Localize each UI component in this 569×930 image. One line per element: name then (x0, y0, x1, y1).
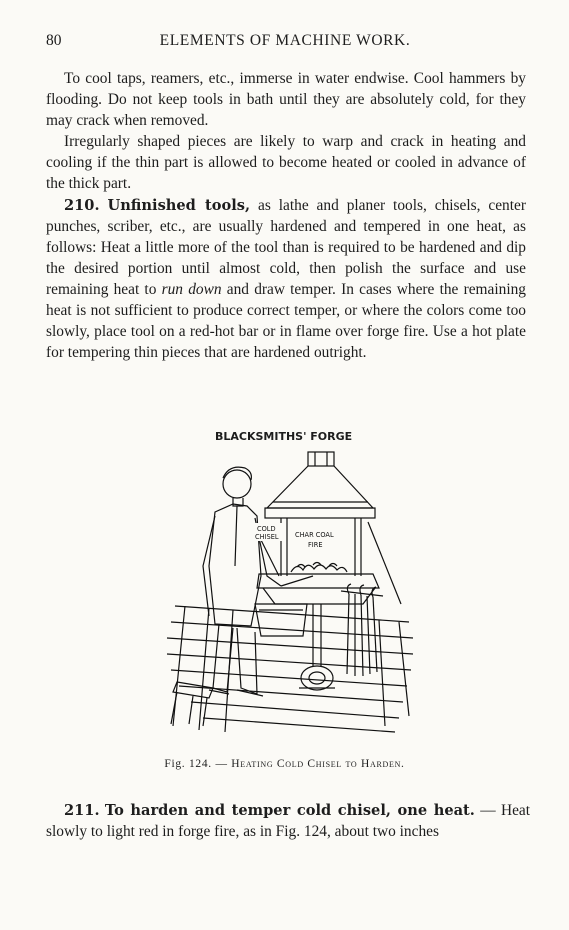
running-title: ELEMENTS OF MACHINE WORK. (159, 32, 411, 49)
body-text-top (46, 68, 526, 363)
paragraph-warping: Irregularly shaped pieces are likely to warp and crack in heating and cooling if the thin part is allowed to become heated or cooled in advance of the thick part. (46, 133, 526, 193)
figure-labels (255, 523, 347, 549)
caption-text: Heating Cold Chisel to Harden. (231, 758, 405, 770)
forge-illustration (163, 426, 423, 744)
section-heading-unfinished-tools: Unfinished tools, (107, 196, 251, 214)
body-text-bottom (46, 800, 530, 842)
label-chisel: CHISEL (255, 533, 279, 541)
paragraph-cooling-taps: To cool taps, reamers, etc., immerse in water endwise. Cool hammers by flooding. Do not keep tools in bath until they are absolutely cold, for they may crack when removed. (46, 70, 526, 130)
caption-prefix: Fig. 124. — (164, 758, 228, 770)
paragraph-text: as lathe and planer tools, chisels, center punches, scriber, etc., are usually hardened and tempered in one heat, as follows: Heat a little more of the tool than is required to be hardened and dip the desired portion until almost cold, then polish the surface and use remaining heat to (46, 196, 526, 298)
label-cold: COLD (257, 525, 276, 533)
page-number: 80 (46, 32, 62, 49)
paragraph-text: — Heat slowly to light red in forge fire, as in Fig. 124, about two inches (46, 802, 531, 841)
paragraph-cold-chisel (46, 800, 530, 842)
section-number-210: 210. (64, 196, 100, 214)
italic-term: run down (161, 280, 222, 298)
forge-drawing (163, 426, 423, 744)
label-charcoal: CHAR COAL (295, 531, 334, 539)
figure-title: BLACKSMITHS' FORGE (215, 430, 353, 443)
section-heading-cold-chisel: To harden and temper cold chisel, one heat. (104, 802, 475, 819)
running-header (46, 32, 524, 52)
label-fire: FIRE (308, 541, 323, 549)
paragraph-text: and draw temper. In cases where the remaining heat is not sufficient to produce correct temper, or where the colors come too slowly, place tool on a red-hot bar or in flame over forge fire. Use a hot plate for tempering thin pieces that are hardened outright. (46, 280, 526, 362)
paragraph-unfinished-tools (46, 195, 526, 364)
figure-caption (0, 758, 569, 770)
section-number-211: 211. (64, 802, 100, 819)
